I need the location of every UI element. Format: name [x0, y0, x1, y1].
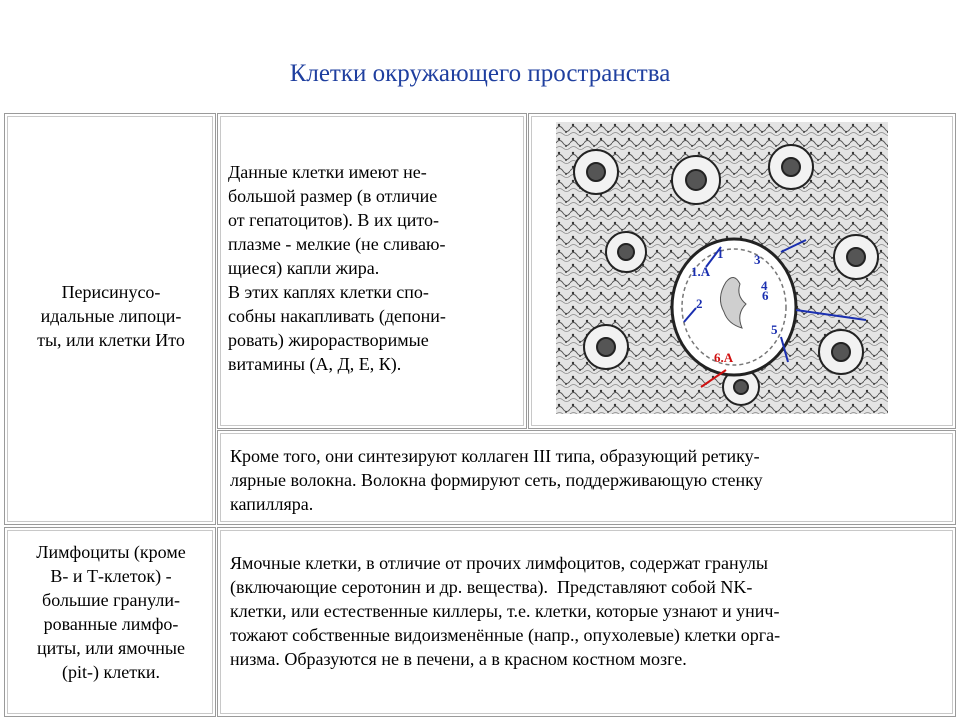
label-6: 6 [762, 288, 769, 303]
ito-cells-description: Данные клетки имеют не- большой размер (в отличие от гепатоцитов). В их цито- плазме - мелкие (не сливаю- щиеся) капли жира. В этих каплях клетки спо- собны накапливать (депони- ровать) жирорастворимые витамины (А, Д, Е, К). [228, 162, 446, 374]
label-1: 1 [717, 246, 724, 261]
pit-cells-description: Ямочные клетки, в отличие от прочих лимфоцитов, содержат гранулы (включающие серотонин и др. вещества). Представляют собой NK- клетки, или естественные киллеры, т.е. клетки, которые узнают и унич- тожают собственные видоизменённые (напр., опухолевые) клетки орга- низма. Образуются не в печени, а в красном костном мозге. [230, 553, 781, 669]
ito-cells-label: Перисинусо- идальные липоци- ты, или клетки Ито [37, 282, 185, 350]
label-5: 5 [771, 322, 778, 337]
liver-micrograph [556, 122, 888, 414]
pit-cells-description-cell [217, 527, 956, 717]
label-4: 4 [761, 278, 768, 293]
slide-title: Клетки окружающего пространства [289, 60, 671, 87]
label-3: 3 [754, 252, 761, 267]
ito-cells-extra-cell [217, 430, 956, 525]
label-2: 2 [696, 296, 703, 311]
pit-cells-label-cell [4, 527, 216, 717]
label-6a: 6.А [714, 350, 734, 365]
ito-cells-extra: Кроме того, они синтезируют коллаген III типа, образующий ретику- лярные волокна. Волокна формируют сеть, поддерживающую стенку капилляра. [230, 446, 763, 514]
ito-cells-description-cell [217, 113, 527, 429]
pit-cells-label: Лимфоциты (кроме В- и Т-клеток) - большие гранули- рованные лимфо- циты, или ямочные (pit-) клетки. [36, 542, 186, 682]
label-1a: 1.А [691, 264, 711, 279]
ito-cells-label-cell [4, 113, 216, 525]
